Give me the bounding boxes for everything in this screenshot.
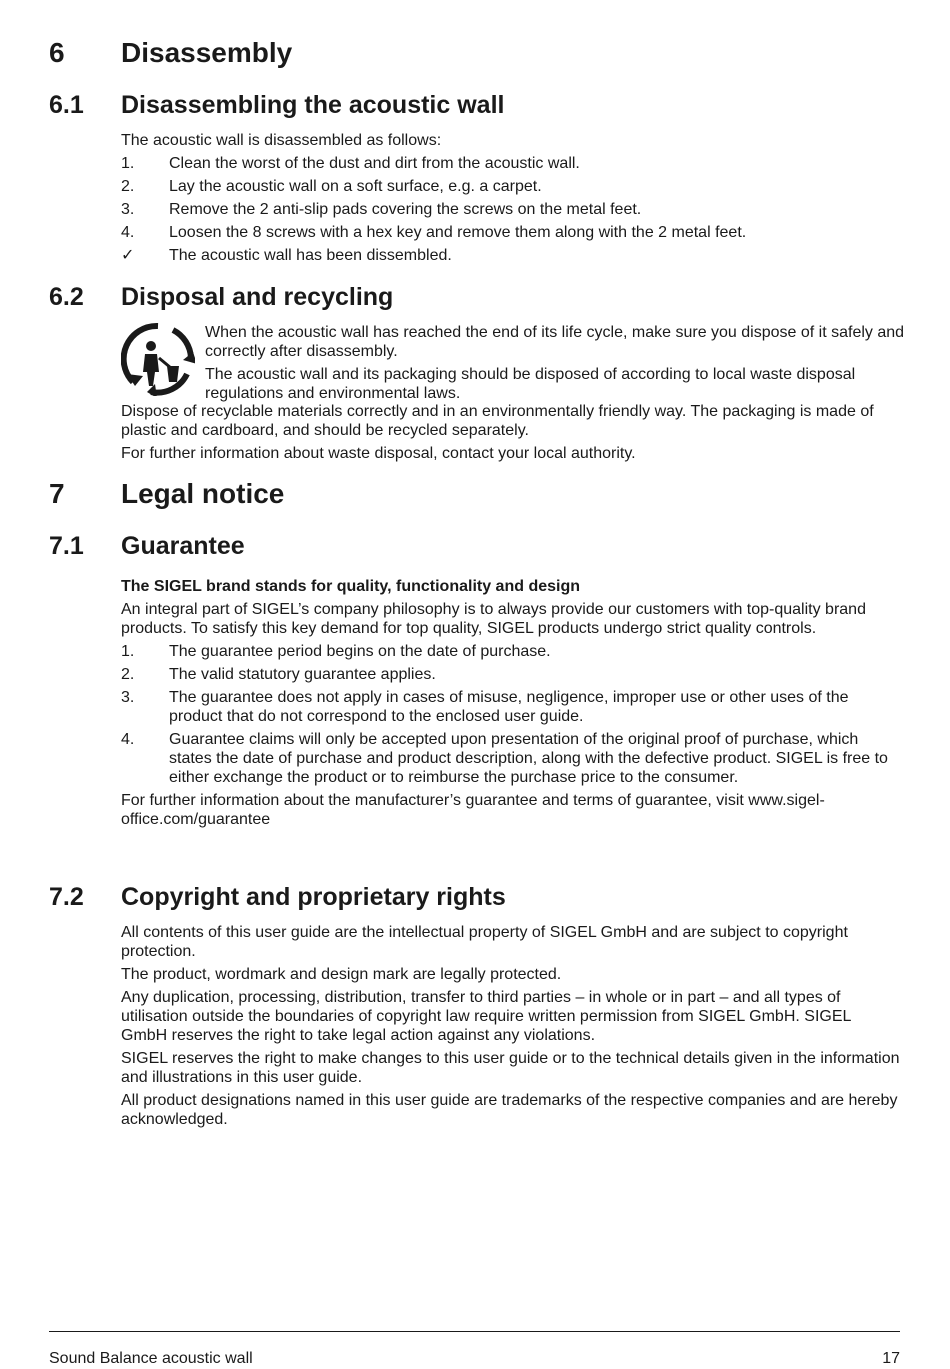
- section-title: Disposal and recycling: [121, 283, 394, 311]
- list-item: [121, 223, 901, 242]
- section-number: 7.1: [49, 532, 84, 560]
- section-title: Legal notice: [121, 478, 285, 509]
- section-title: Copyright and proprietary rights: [121, 883, 506, 911]
- disposal-note: [205, 323, 905, 403]
- disposal-body: [121, 402, 901, 467]
- list-number: 3.: [121, 689, 135, 706]
- guarantee-paragraph: An integral part of SIGEL’s company philosophy is to always provide our customers with top-quality brand products. To satisfy this key demand for top quality, SIGEL products undergo strict quality controls.: [121, 601, 866, 637]
- disposal-paragraph: When the acoustic wall has reached the end of its life cycle, make sure you dispose of it safely and correctly after disassembly.: [205, 324, 905, 360]
- list-number: 3.: [121, 201, 135, 218]
- checkmark-icon: ✓: [121, 247, 135, 264]
- list-item: [121, 177, 901, 196]
- list-item: [121, 642, 901, 661]
- list-number: 4.: [121, 224, 135, 241]
- section-number: 7.2: [49, 883, 84, 911]
- list-text: Loosen the 8 screws with a hex key and remove them along with the 2 metal feet.: [169, 224, 747, 241]
- section-number: 6: [49, 37, 65, 68]
- footer-divider: [49, 1331, 900, 1332]
- guarantee-lead: The SIGEL brand stands for quality, functionality and design: [121, 578, 581, 595]
- footer-title: Sound Balance acoustic wall: [49, 1350, 253, 1367]
- copyright-paragraph: Any duplication, processing, distribution, transfer to third parties – in whole or in part – and all types of utilisation outside the boundaries of copyright law require written permission from SIGEL GmbH. SIGEL GmbH reserves the right to take legal action against any violations.: [121, 989, 851, 1044]
- list-item: [121, 200, 901, 219]
- guarantee-list: [121, 642, 901, 787]
- section-title: Disassembling the acoustic wall: [121, 91, 505, 119]
- list-number: 1.: [121, 643, 135, 660]
- section-number: 6.1: [49, 91, 84, 119]
- list-number: 2.: [121, 666, 135, 683]
- section-title: Guarantee: [121, 532, 245, 560]
- list-number: 1.: [121, 155, 135, 172]
- copyright-paragraph: All contents of this user guide are the intellectual property of SIGEL GmbH and are subject to copyright protection.: [121, 924, 848, 960]
- copyright-body: [121, 923, 901, 1133]
- list-text: Remove the 2 anti-slip pads covering the screws on the metal feet.: [169, 201, 642, 218]
- disassembly-body: [121, 131, 901, 269]
- copyright-paragraph: SIGEL reserves the right to make changes to this user guide or to the technical details given in the information and illustrations in this user guide.: [121, 1050, 900, 1086]
- guarantee-body: [121, 577, 901, 833]
- result-item: [121, 246, 901, 265]
- list-text: The valid statutory guarantee applies.: [169, 666, 436, 683]
- disposal-paragraph: Dispose of recyclable materials correctly and in an environmentally friendly way. The packaging is made of plastic and cardboard, and should be recycled separately.: [121, 403, 874, 439]
- copyright-paragraph: All product designations named in this user guide are trademarks of the respective companies and are hereby acknowledged.: [121, 1092, 898, 1128]
- list-text: Lay the acoustic wall on a soft surface, e.g. a carpet.: [169, 178, 542, 195]
- list-item: [121, 730, 901, 787]
- list-text: Clean the worst of the dust and dirt from the acoustic wall.: [169, 155, 580, 172]
- page-number: 17: [882, 1350, 900, 1367]
- list-number: 4.: [121, 731, 135, 748]
- recycling-icon: [121, 322, 195, 396]
- section-number: 6.2: [49, 283, 84, 311]
- list-number: 2.: [121, 178, 135, 195]
- copyright-paragraph: The product, wordmark and design mark are legally protected.: [121, 966, 562, 983]
- list-text: The guarantee period begins on the date of purchase.: [169, 643, 551, 660]
- disassembly-intro: The acoustic wall is disassembled as follows:: [121, 132, 442, 149]
- guarantee-paragraph: For further information about the manufacturer’s guarantee and terms of guarantee, visit www.sigel-office.com/guarantee: [121, 792, 825, 828]
- list-text: Guarantee claims will only be accepted upon presentation of the original proof of purchase, which states the date of purchase and product description, along with the defective product. SIGEL is free to either exchange the product or to reimburse the purchase price to the consumer.: [169, 731, 888, 786]
- list-item: [121, 154, 901, 173]
- section-title: Disassembly: [121, 37, 293, 68]
- section-number: 7: [49, 478, 65, 509]
- list-text: The guarantee does not apply in cases of misuse, negligence, improper use or other uses of the product that do not correspond to the enclosed user guide.: [169, 689, 849, 725]
- list-item: [121, 665, 901, 684]
- disposal-paragraph: The acoustic wall and its packaging should be disposed of according to local waste disposal regulations and environmental laws.: [205, 366, 856, 402]
- disposal-paragraph: For further information about waste disposal, contact your local authority.: [121, 445, 636, 462]
- disassembly-steps: [121, 154, 901, 265]
- list-item: [121, 688, 901, 726]
- list-text: The acoustic wall has been dissembled.: [169, 247, 452, 264]
